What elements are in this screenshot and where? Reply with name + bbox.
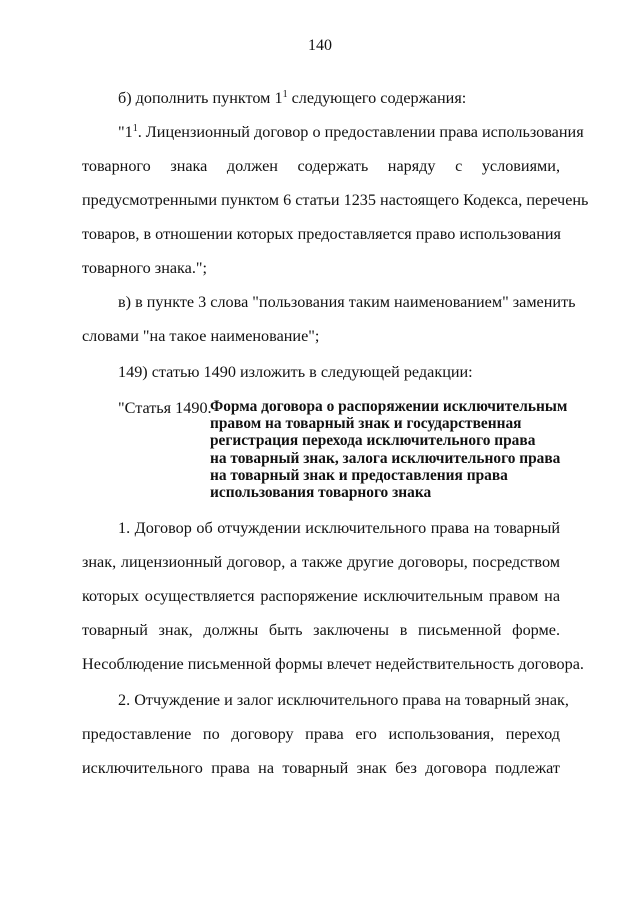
point-2-line: исключительного права на товарный знак без договора подлежат <box>82 759 560 777</box>
article-title-line: использования товарного знака <box>210 484 432 502</box>
paragraph-v: в) в пункте 3 слова "пользования таким наименованием" заменить <box>118 293 576 311</box>
page-number: 140 <box>308 37 332 54</box>
article-title-line: на товарный знак, залога исключительного права <box>210 449 561 467</box>
article-title-line: правом на товарный знак и государственная <box>210 415 522 433</box>
paragraph-v-cont: словами "на такое наименование"; <box>82 327 320 345</box>
quote-line: предусмотренными пунктом 6 статьи 1235 настоящего Кодекса, перечень <box>82 191 589 209</box>
point-1-line: 1. Договор об отчуждении исключительного права на товарный <box>118 519 560 537</box>
item-149: 149) статью 1490 изложить в следующей редакции: <box>118 363 473 381</box>
article-label: "Статья 1490. <box>118 399 212 417</box>
quote-line: товаров, в отношении которых предоставляется право использования <box>82 225 561 243</box>
point-1-line: Несоблюдение письменной формы влечет недействительность договора. <box>82 655 584 673</box>
point-1-line: которых осуществляется распоряжение исключительным правом на <box>82 587 560 605</box>
article-title-line: регистрация перехода исключительного права <box>210 432 536 450</box>
article-title-line: Форма договора о распоряжении исключительным <box>210 398 568 415</box>
quote-line: товарного знака."; <box>82 259 207 277</box>
point-2-line: предоставление по договору права его использования, переход <box>82 725 560 743</box>
article-title-line: на товарный знак и предоставления права <box>210 466 508 484</box>
quote-first-line: "$1^1$. Лицензионный договор о предоставлении права использования <box>118 123 584 141</box>
point-1-line: товарный знак, должны быть заключены в письменной форме. <box>82 621 560 639</box>
article-title <box>210 398 570 501</box>
paragraph-b: б) дополнить пунктом $1^1$ следующего содержания: <box>118 89 467 107</box>
superscript: 1 <box>132 123 138 134</box>
point-2-line: 2. Отчуждение и залог исключительного права на товарный знак, <box>118 691 569 709</box>
quote-line: товарного знака должен содержать наряду с условиями, <box>82 157 560 175</box>
point-1-line: знак, лицензионный договор, а также другие договоры, посредством <box>82 553 560 571</box>
superscript: 1 <box>282 89 288 100</box>
